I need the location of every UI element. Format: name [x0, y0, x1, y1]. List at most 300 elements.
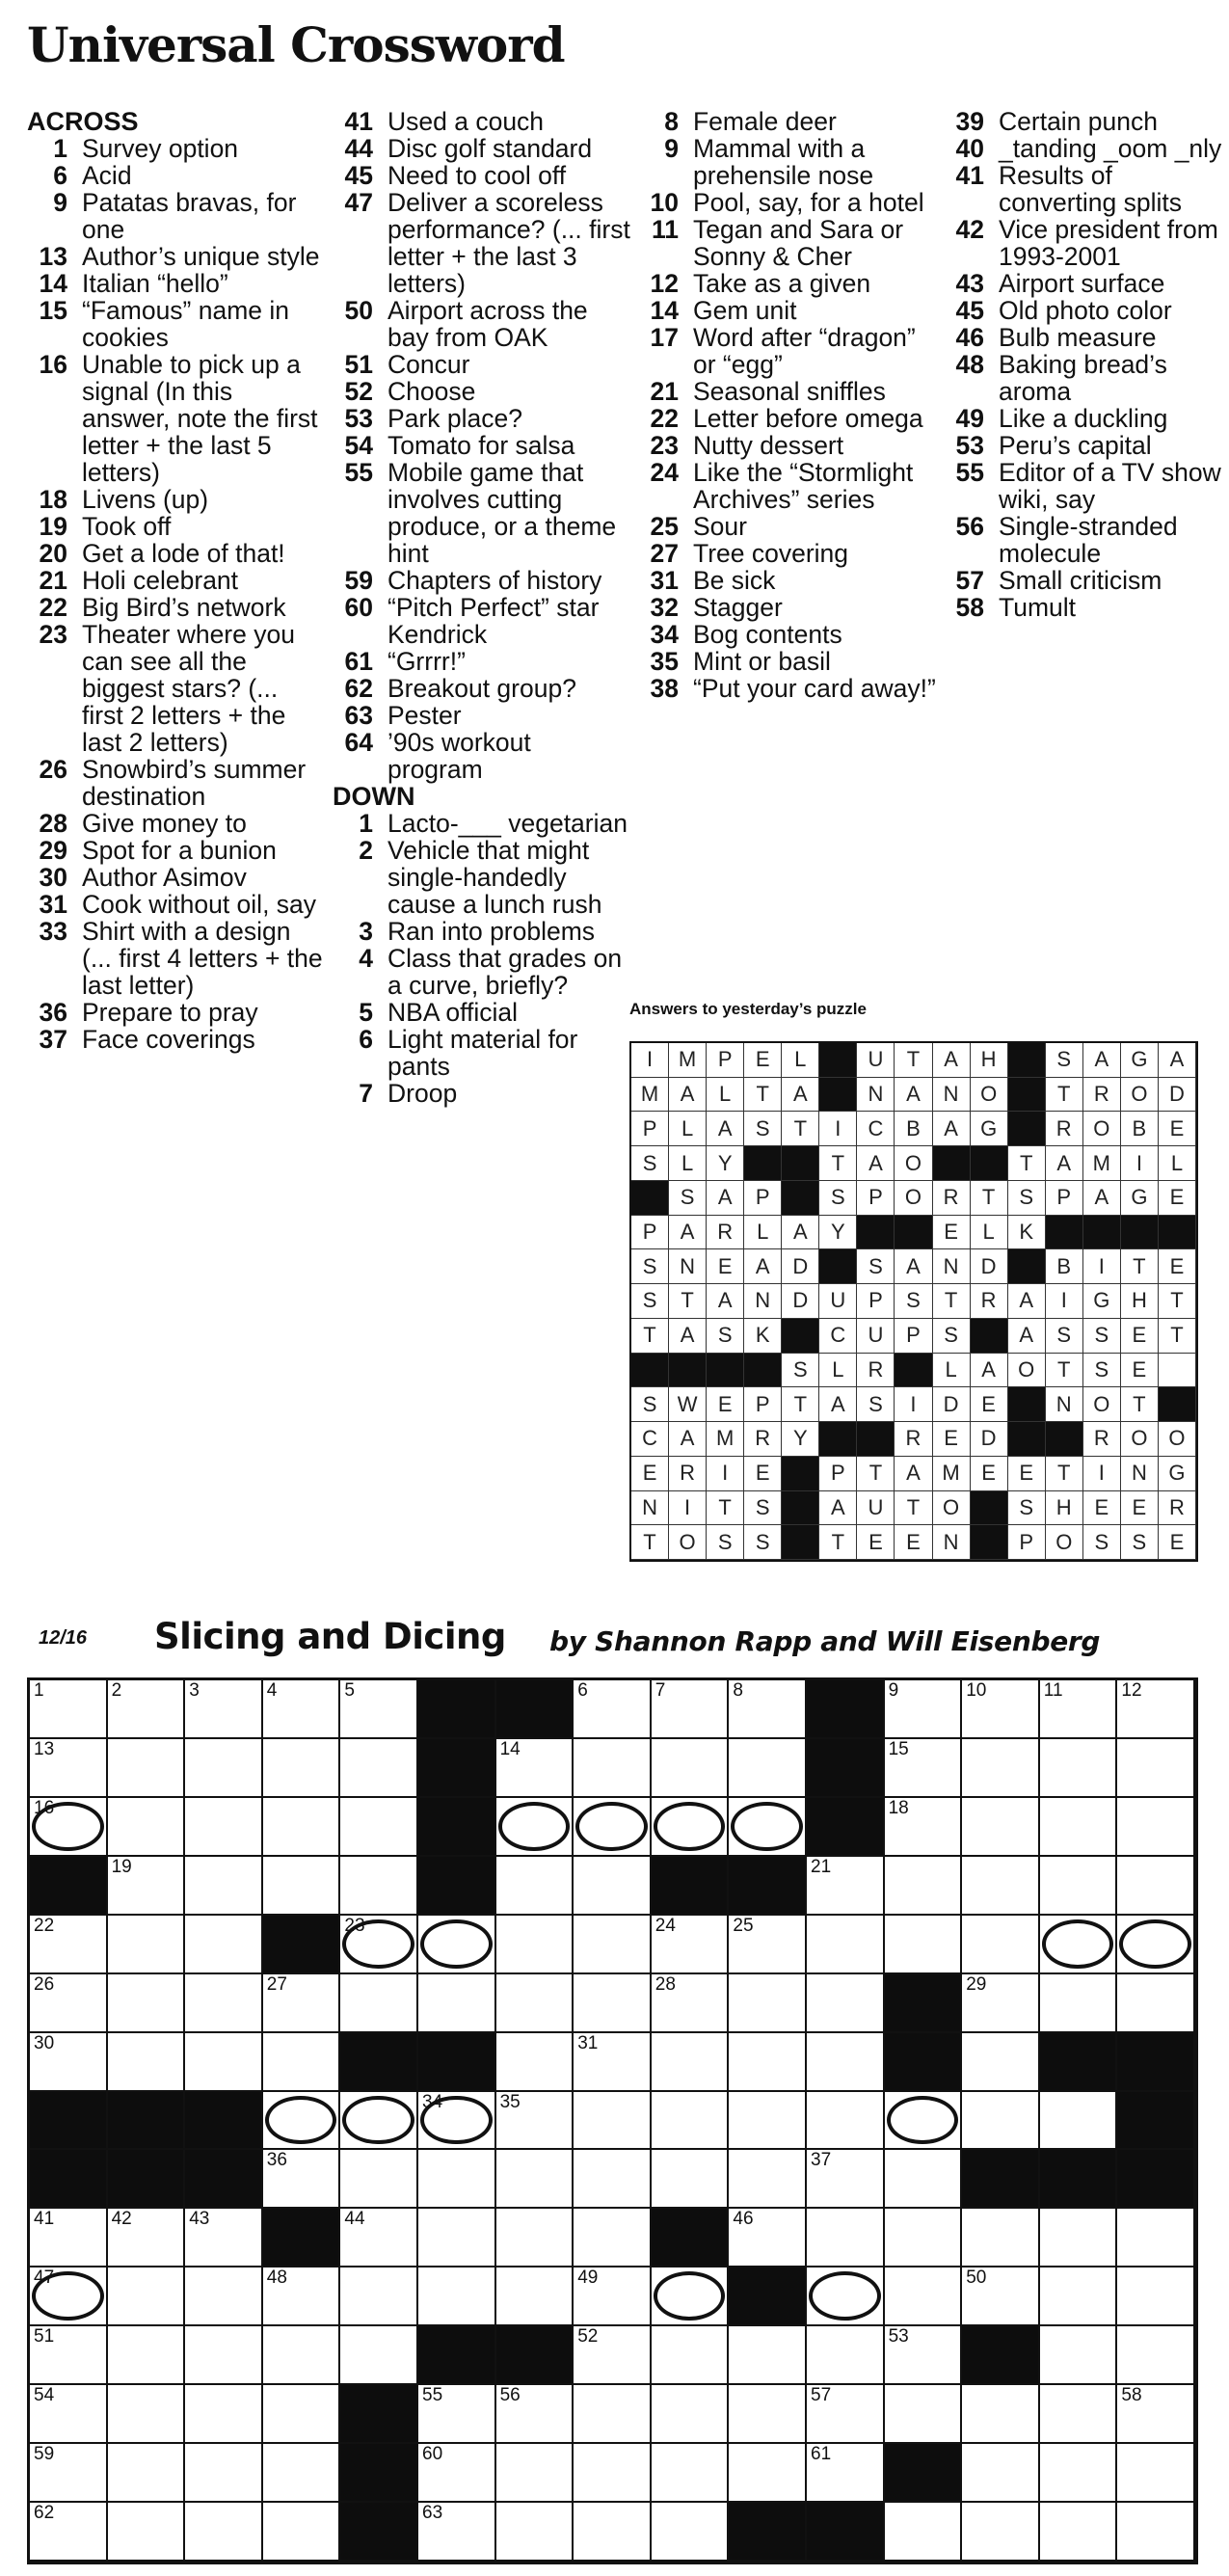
grid-cell[interactable]: [496, 2385, 574, 2444]
answer-cell: E: [1159, 1181, 1196, 1216]
grid-cell[interactable]: [185, 1680, 263, 1739]
clue-number: 13: [39, 242, 67, 271]
black-cell: [30, 2150, 108, 2209]
grid-cell[interactable]: [30, 2385, 108, 2444]
grid-cell[interactable]: [807, 2385, 885, 2444]
grid-cell[interactable]: [1117, 1916, 1195, 1974]
grid-cell[interactable]: [962, 1739, 1040, 1798]
grid-cell[interactable]: [108, 1680, 186, 1739]
clue-text: Livens (up): [82, 485, 209, 514]
grid-cell[interactable]: [885, 1798, 963, 1857]
grid-cell[interactable]: [1040, 2444, 1118, 2503]
grid-cell[interactable]: [885, 2209, 963, 2267]
grid-cell[interactable]: [263, 2033, 341, 2092]
grid-cell[interactable]: [807, 2267, 885, 2326]
clue-number: 14: [39, 269, 67, 298]
clue-item: [27, 540, 326, 567]
clue-item: [638, 459, 937, 513]
answer-cell: S: [707, 1319, 744, 1354]
grid-cell[interactable]: [574, 1739, 652, 1798]
grid-cell[interactable]: [30, 2444, 108, 2503]
grid-cell[interactable]: [185, 2444, 263, 2503]
grid-cell[interactable]: [729, 1916, 807, 1974]
clue-number: 49: [955, 404, 984, 433]
clue-item: [638, 675, 937, 702]
cell-number: 31: [577, 2032, 599, 2053]
grid-cell[interactable]: [108, 1916, 186, 1974]
answer-cell: L: [819, 1354, 857, 1388]
cell-number: 59: [34, 2444, 55, 2465]
grid-cell[interactable]: [652, 2033, 730, 2092]
cell-number: 6: [577, 1680, 588, 1701]
clue-item: [333, 135, 631, 162]
clue-text: Pool, say, for a hotel: [693, 188, 924, 217]
grid-cell[interactable]: [652, 2092, 730, 2151]
answer-cell: T: [1046, 1078, 1083, 1113]
cell-number: 2: [111, 1680, 122, 1701]
grid-cell[interactable]: [185, 2503, 263, 2562]
grid-cell[interactable]: [962, 2033, 1040, 2092]
grid-cell[interactable]: [263, 2326, 341, 2385]
grid-cell[interactable]: [30, 2267, 108, 2326]
cell-number: 15: [888, 1738, 909, 1759]
grid-cell[interactable]: [263, 1857, 341, 1916]
clue-number: 17: [650, 323, 679, 352]
grid-cell[interactable]: [108, 1974, 186, 2033]
grid-cell[interactable]: [962, 1974, 1040, 2033]
grid-cell[interactable]: [885, 2503, 963, 2562]
grid-cell[interactable]: [108, 2444, 186, 2503]
grid-cell[interactable]: [185, 1739, 263, 1798]
answer-cell: A: [782, 1216, 819, 1250]
clue-text: Baking bread’s aroma: [999, 350, 1167, 406]
answer-cell: E: [1159, 1112, 1196, 1146]
grid-cell[interactable]: [496, 2267, 574, 2326]
black-cell: [496, 1680, 574, 1739]
grid-cell[interactable]: [807, 2326, 885, 2385]
clue-text: Holi celebrant: [82, 566, 239, 595]
clue-number: 59: [344, 566, 373, 595]
black-cell: [885, 2033, 963, 2092]
clue-text: Peru’s capital: [999, 431, 1152, 460]
circle-mark: [265, 2096, 337, 2145]
grid-cell[interactable]: [885, 2385, 963, 2444]
grid-cell[interactable]: [185, 1974, 263, 2033]
grid-cell[interactable]: [263, 1974, 341, 2033]
grid-cell[interactable]: [652, 1798, 730, 1857]
grid-cell[interactable]: [962, 2209, 1040, 2267]
grid-cell[interactable]: [30, 2326, 108, 2385]
grid-cell[interactable]: [418, 2150, 496, 2209]
answer-cell: I: [1046, 1284, 1083, 1319]
answer-black-cell: [782, 1319, 819, 1354]
grid-cell[interactable]: [729, 1739, 807, 1798]
answer-cell: U: [857, 1319, 895, 1354]
grid-cell[interactable]: [962, 2092, 1040, 2151]
answer-cell: S: [631, 1146, 669, 1181]
grid-cell[interactable]: [496, 2209, 574, 2267]
clue-item: [333, 810, 631, 837]
grid-cell[interactable]: [30, 2209, 108, 2267]
grid-cell[interactable]: [30, 2503, 108, 2562]
grid-cell[interactable]: [885, 2326, 963, 2385]
clue-number: 1: [359, 809, 373, 838]
grid-cell[interactable]: [729, 1974, 807, 2033]
grid-cell[interactable]: [574, 2092, 652, 2151]
grid-cell[interactable]: [807, 2092, 885, 2151]
grid-cell[interactable]: [885, 1680, 963, 1739]
grid-cell[interactable]: [108, 1857, 186, 1916]
grid-cell[interactable]: [108, 2385, 186, 2444]
clue-number: 22: [39, 593, 67, 622]
grid-cell[interactable]: [1040, 1739, 1118, 1798]
grid-cell[interactable]: [885, 2150, 963, 2209]
grid-cell[interactable]: [1117, 1680, 1195, 1739]
grid-cell[interactable]: [885, 1916, 963, 1974]
clue-number: 36: [39, 998, 67, 1027]
grid-cell[interactable]: [1117, 1857, 1195, 1916]
grid-cell[interactable]: [418, 2444, 496, 2503]
answer-black-cell: [1121, 1216, 1159, 1250]
answer-cell: L: [1159, 1146, 1196, 1181]
grid-cell[interactable]: [30, 1916, 108, 1974]
grid-cell[interactable]: [574, 2503, 652, 2562]
clue-item: [638, 378, 937, 405]
answer-cell: P: [707, 1043, 744, 1078]
grid-cell[interactable]: [418, 1916, 496, 1974]
answer-cell: E: [1121, 1491, 1159, 1526]
answer-cell: U: [857, 1491, 895, 1526]
answer-cell: S: [631, 1387, 669, 1422]
grid-cell[interactable]: [574, 1974, 652, 2033]
grid-cell[interactable]: [729, 2150, 807, 2209]
grid-cell[interactable]: [962, 1857, 1040, 1916]
grid-cell[interactable]: [418, 2209, 496, 2267]
answer-cell: T: [631, 1319, 669, 1354]
grid-cell[interactable]: [962, 1798, 1040, 1857]
grid-cell[interactable]: [185, 1857, 263, 1916]
grid-cell[interactable]: [496, 1916, 574, 1974]
grid-cell[interactable]: [729, 2385, 807, 2444]
grid-cell[interactable]: [108, 2503, 186, 2562]
grid-cell[interactable]: [263, 2385, 341, 2444]
grid-cell[interactable]: [340, 1798, 418, 1857]
answer-cell: M: [1083, 1146, 1121, 1181]
grid-cell[interactable]: [807, 1974, 885, 2033]
clue-section-heading: DOWN: [333, 782, 415, 811]
grid-cell[interactable]: [185, 2385, 263, 2444]
clue-item: [27, 864, 326, 891]
grid-cell[interactable]: [807, 2209, 885, 2267]
grid-cell[interactable]: [108, 2209, 186, 2267]
grid-cell[interactable]: [340, 1857, 418, 1916]
clue-text: Concur: [387, 350, 470, 379]
grid-cell[interactable]: [962, 1680, 1040, 1739]
grid-cell[interactable]: [1040, 2267, 1118, 2326]
clue-item: [333, 567, 631, 594]
grid-cell[interactable]: [1040, 2209, 1118, 2267]
grid-cell[interactable]: [574, 2444, 652, 2503]
cell-number: 60: [422, 2444, 443, 2465]
clue-number: 55: [955, 458, 984, 487]
grid-cell[interactable]: [496, 1739, 574, 1798]
black-cell: [807, 1798, 885, 1857]
clue-text: Survey option: [82, 134, 239, 163]
grid-cell[interactable]: [574, 1680, 652, 1739]
grid-cell[interactable]: [885, 2267, 963, 2326]
answer-cell: L: [707, 1078, 744, 1113]
grid-cell[interactable]: [652, 2503, 730, 2562]
grid-cell[interactable]: [1117, 2209, 1195, 2267]
grid-cell[interactable]: [30, 1798, 108, 1857]
answer-cell: A: [895, 1457, 932, 1491]
grid-cell[interactable]: [263, 2150, 341, 2209]
grid-cell[interactable]: [418, 2503, 496, 2562]
black-cell: [263, 2209, 341, 2267]
answer-cell: T: [1008, 1146, 1046, 1181]
grid-cell[interactable]: [962, 2385, 1040, 2444]
grid-cell[interactable]: [496, 1857, 574, 1916]
grid-cell[interactable]: [185, 2326, 263, 2385]
grid-cell[interactable]: [1117, 1798, 1195, 1857]
grid-cell[interactable]: [729, 1798, 807, 1857]
grid-cell[interactable]: [185, 2033, 263, 2092]
grid-cell[interactable]: [1117, 2444, 1195, 2503]
grid-cell[interactable]: [652, 1680, 730, 1739]
grid-cell[interactable]: [652, 1974, 730, 2033]
grid-cell[interactable]: [652, 2385, 730, 2444]
clue-number: 45: [344, 161, 373, 190]
answer-cell: A: [669, 1078, 707, 1113]
grid-cell[interactable]: [574, 2150, 652, 2209]
grid-cell[interactable]: [885, 2092, 963, 2151]
answer-cell: T: [819, 1146, 857, 1181]
grid-cell[interactable]: [1040, 1680, 1118, 1739]
answer-black-cell: [971, 1146, 1008, 1181]
answer-cell: E: [744, 1043, 782, 1078]
clue-item: [333, 918, 631, 945]
grid-cell[interactable]: [340, 1680, 418, 1739]
grid-cell[interactable]: [807, 1916, 885, 1974]
answer-cell: E: [1083, 1491, 1121, 1526]
page-title: Universal Crossword: [27, 16, 565, 73]
clue-item: [27, 918, 326, 999]
grid-cell[interactable]: [574, 2326, 652, 2385]
clue-number: 43: [955, 269, 984, 298]
answer-cell: T: [819, 1525, 857, 1560]
grid-cell[interactable]: [574, 2209, 652, 2267]
grid-cell[interactable]: [729, 2092, 807, 2151]
answer-cell: H: [1046, 1491, 1083, 1526]
answer-cell: R: [707, 1216, 744, 1250]
grid-cell[interactable]: [574, 1857, 652, 1916]
clue-text: Vice president from 1993-2001: [999, 215, 1218, 271]
grid-cell[interactable]: [108, 1739, 186, 1798]
grid-cell[interactable]: [1117, 2503, 1195, 2562]
clue-item: [27, 243, 326, 270]
grid-cell[interactable]: [1040, 1916, 1118, 1974]
grid-cell[interactable]: [263, 1798, 341, 1857]
grid-cell[interactable]: [340, 2150, 418, 2209]
grid-cell[interactable]: [340, 1974, 418, 2033]
answer-black-cell: [895, 1354, 932, 1388]
grid-cell[interactable]: [807, 1857, 885, 1916]
grid-cell[interactable]: [652, 2444, 730, 2503]
grid-cell[interactable]: [574, 1916, 652, 1974]
clue-item: [944, 459, 1223, 513]
cell-number: 7: [655, 1680, 666, 1701]
grid-cell[interactable]: [652, 2267, 730, 2326]
clue-text: Mint or basil: [693, 647, 831, 676]
grid-cell[interactable]: [418, 2092, 496, 2151]
cell-number: 55: [422, 2385, 443, 2406]
grid-cell[interactable]: [418, 1974, 496, 2033]
answer-cell: S: [895, 1284, 932, 1319]
grid-cell[interactable]: [496, 2092, 574, 2151]
grid-cell[interactable]: [1117, 1739, 1195, 1798]
grid-cell[interactable]: [729, 2326, 807, 2385]
clue-item: [944, 567, 1223, 594]
grid-cell[interactable]: [574, 2267, 652, 2326]
grid-cell[interactable]: [263, 2444, 341, 2503]
answer-cell: A: [933, 1043, 971, 1078]
clue-text: Patatas bravas, for one: [82, 188, 297, 244]
black-cell: [729, 1857, 807, 1916]
grid-cell[interactable]: [807, 2444, 885, 2503]
grid-cell[interactable]: [185, 2267, 263, 2326]
grid-cell[interactable]: [1040, 1974, 1118, 2033]
grid-cell[interactable]: [496, 2503, 574, 2562]
answer-cell: E: [1159, 1525, 1196, 1560]
grid-cell[interactable]: [574, 1798, 652, 1857]
grid-cell[interactable]: [1040, 1798, 1118, 1857]
grid-cell[interactable]: [885, 1857, 963, 1916]
clue-number: 40: [955, 134, 984, 163]
answer-cell: Y: [707, 1146, 744, 1181]
grid-cell[interactable]: [807, 2033, 885, 2092]
clue-item: [27, 810, 326, 837]
grid-cell[interactable]: [652, 2326, 730, 2385]
grid-cell[interactable]: [1040, 2503, 1118, 2562]
grid-cell[interactable]: [807, 2150, 885, 2209]
clue-number: 37: [39, 1025, 67, 1054]
answer-black-cell: [895, 1216, 932, 1250]
grid-cell[interactable]: [340, 2326, 418, 2385]
answer-cell: T: [707, 1491, 744, 1526]
answer-black-cell: [971, 1491, 1008, 1526]
grid-cell[interactable]: [108, 2267, 186, 2326]
grid-cell[interactable]: [263, 2267, 341, 2326]
answer-cell: T: [971, 1181, 1008, 1216]
grid-cell[interactable]: [574, 2385, 652, 2444]
clue-item: [944, 432, 1223, 459]
grid-cell[interactable]: [418, 2385, 496, 2444]
grid-cell[interactable]: [729, 2444, 807, 2503]
clue-text: Take as a given: [693, 269, 871, 298]
grid-cell[interactable]: [340, 2267, 418, 2326]
grid-cell[interactable]: [496, 2150, 574, 2209]
grid-cell[interactable]: [729, 2033, 807, 2092]
grid-cell[interactable]: [340, 1916, 418, 1974]
grid-cell[interactable]: [263, 2092, 341, 2151]
grid-cell[interactable]: [263, 1680, 341, 1739]
clue-item: [944, 351, 1223, 405]
answer-cell: A: [669, 1216, 707, 1250]
grid-cell[interactable]: [30, 1974, 108, 2033]
grid-cell[interactable]: [729, 2209, 807, 2267]
answer-cell: M: [933, 1457, 971, 1491]
grid-cell[interactable]: [340, 1739, 418, 1798]
clue-number: 56: [955, 512, 984, 541]
clue-item: [27, 594, 326, 621]
answer-cell: E: [1121, 1354, 1159, 1388]
grid-cell[interactable]: [30, 1739, 108, 1798]
grid-cell[interactable]: [885, 1739, 963, 1798]
answer-cell: L: [669, 1146, 707, 1181]
clue-text: Cook without oil, say: [82, 890, 317, 919]
grid-cell[interactable]: [1117, 1974, 1195, 2033]
grid-cell[interactable]: [1117, 2385, 1195, 2444]
clue-number: 9: [53, 188, 67, 217]
grid-cell[interactable]: [962, 2267, 1040, 2326]
answer-black-cell: [631, 1181, 669, 1216]
grid-cell[interactable]: [263, 2503, 341, 2562]
answer-cell: N: [1046, 1387, 1083, 1422]
clue-number: 6: [53, 161, 67, 190]
grid-cell[interactable]: [108, 2033, 186, 2092]
grid-cell[interactable]: [962, 2444, 1040, 2503]
answer-black-cell: [631, 1354, 669, 1388]
grid-cell[interactable]: [1040, 2326, 1118, 2385]
clue-text: Light material for pants: [387, 1025, 578, 1081]
grid-cell[interactable]: [652, 1739, 730, 1798]
grid-cell[interactable]: [574, 2033, 652, 2092]
grid-cell[interactable]: [185, 1798, 263, 1857]
grid-cell[interactable]: [185, 1916, 263, 1974]
grid-cell[interactable]: [1040, 2385, 1118, 2444]
grid-cell[interactable]: [340, 2092, 418, 2151]
answer-cell: O: [895, 1181, 932, 1216]
grid-cell[interactable]: [496, 2033, 574, 2092]
grid-cell[interactable]: [185, 2209, 263, 2267]
grid-cell[interactable]: [496, 1798, 574, 1857]
clue-item: [638, 432, 937, 459]
grid-cell[interactable]: [263, 1739, 341, 1798]
answer-cell: N: [933, 1525, 971, 1560]
grid-cell[interactable]: [962, 1916, 1040, 1974]
grid-cell[interactable]: [729, 1680, 807, 1739]
grid-cell[interactable]: [340, 2209, 418, 2267]
grid-cell[interactable]: [652, 1916, 730, 1974]
grid-cell[interactable]: [496, 1974, 574, 2033]
grid-cell[interactable]: [30, 1680, 108, 1739]
grid-cell[interactable]: [652, 2150, 730, 2209]
clue-text: Took off: [82, 512, 172, 541]
grid-cell[interactable]: [30, 2033, 108, 2092]
grid-cell[interactable]: [496, 2444, 574, 2503]
grid-cell[interactable]: [1117, 2267, 1195, 2326]
answer-cell: B: [1046, 1249, 1083, 1284]
grid-cell[interactable]: [962, 2503, 1040, 2562]
answer-black-cell: [782, 1525, 819, 1560]
clue-number: 63: [344, 701, 373, 730]
grid-cell[interactable]: [1117, 2326, 1195, 2385]
grid-cell[interactable]: [108, 2326, 186, 2385]
grid-cell[interactable]: [418, 2267, 496, 2326]
grid-cell[interactable]: [108, 1798, 186, 1857]
grid-cell[interactable]: [1040, 1857, 1118, 1916]
grid-cell[interactable]: [1040, 2092, 1118, 2151]
